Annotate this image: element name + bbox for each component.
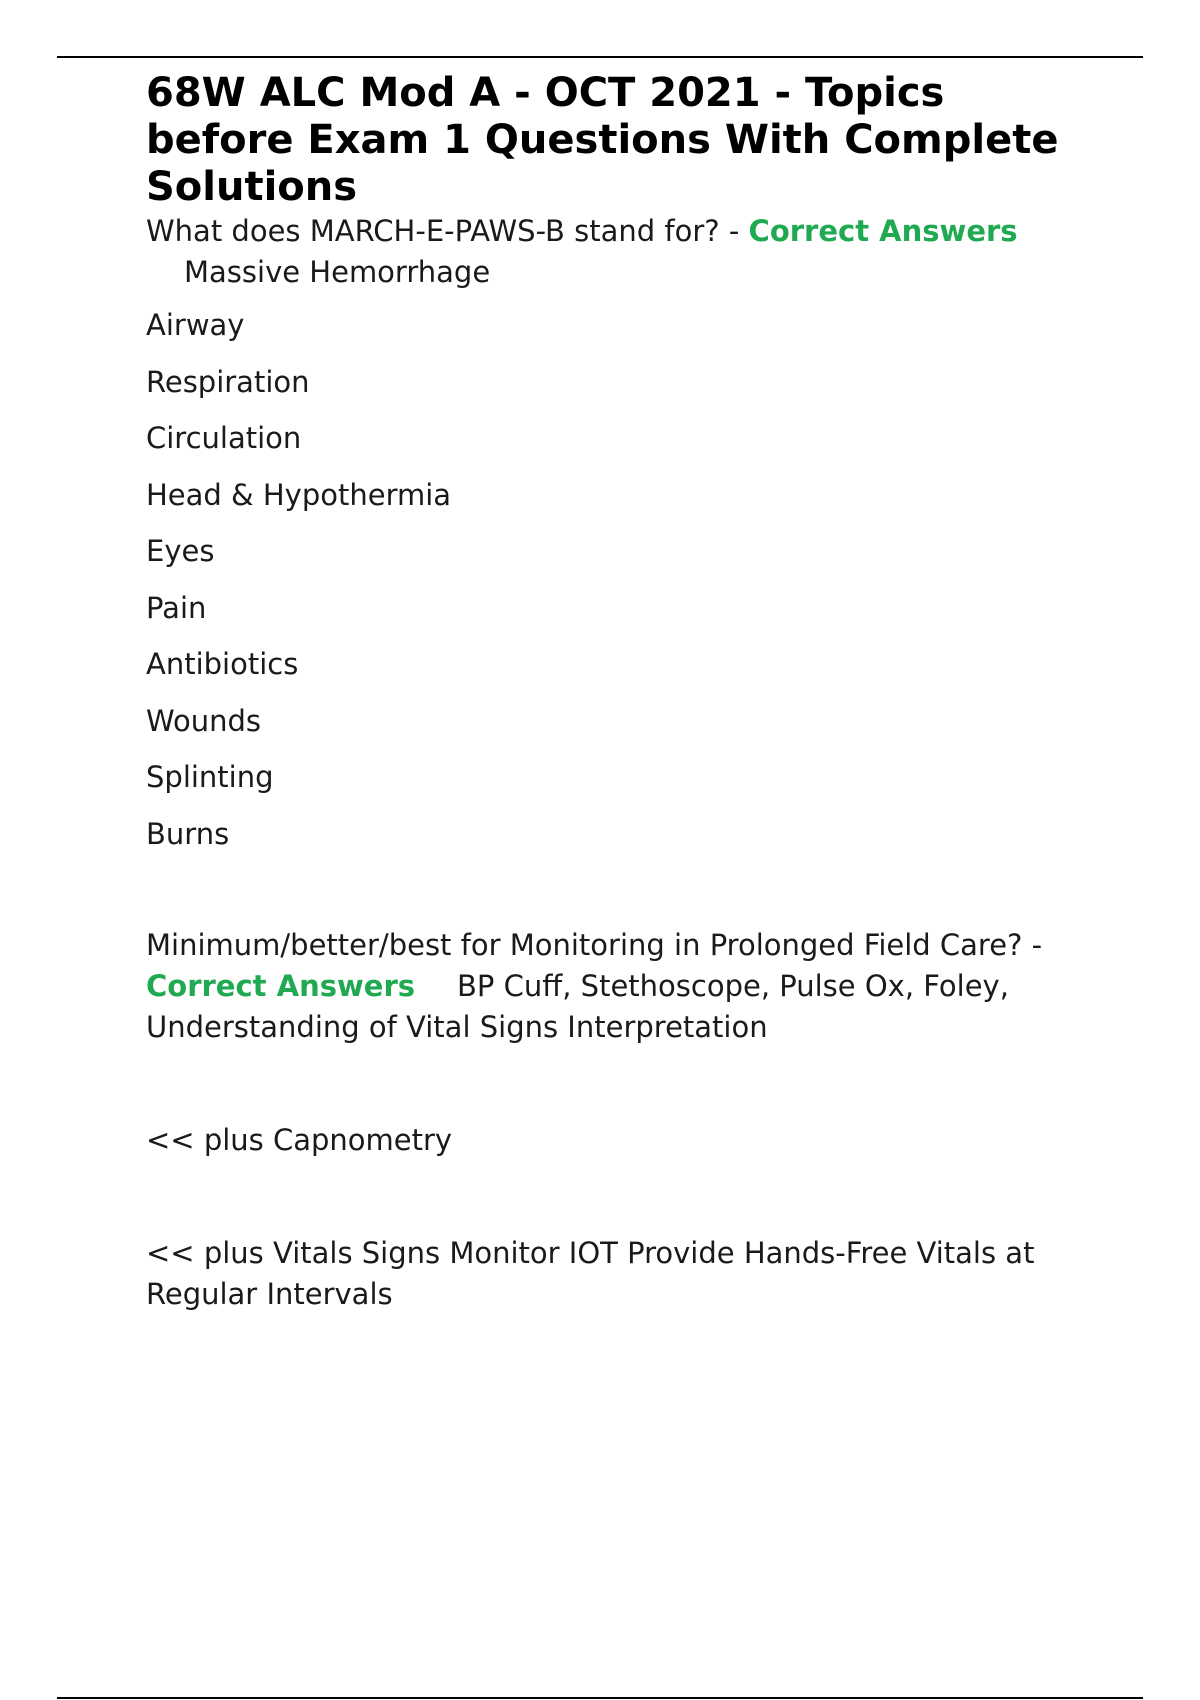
- answer-item: Eyes: [146, 534, 215, 568]
- question-block-1: [146, 211, 1086, 855]
- answer-item: Wounds: [146, 703, 261, 738]
- document-title: 68W ALC Mod A - OCT 2021 - Topics before Exam 1 Questions With Complete Solutions: [146, 70, 1059, 210]
- answer-item: Head & Hypothermia: [146, 477, 452, 512]
- document-content: [146, 70, 1086, 1315]
- answer-item: Pain: [146, 590, 207, 625]
- plus-vitals-monitor: << plus Vitals Signs Monitor IOT Provide Hands-Free Vitals at Regular Intervals: [146, 1235, 1035, 1311]
- question-2-answer: BP Cuff, Stethoscope, Pulse Ox, Foley, Understanding of Vital Signs Interpretation: [146, 968, 1009, 1044]
- answer-item: Airway: [146, 308, 245, 342]
- correct-answers-tag: Correct Answers: [146, 968, 416, 1003]
- answer-item: Splinting: [146, 760, 274, 794]
- answer-item: Burns: [146, 816, 230, 851]
- answer-item: Respiration: [146, 364, 310, 399]
- answer-massive-hemorrhage: Massive Hemorrhage: [184, 255, 491, 289]
- answer-item: Circulation: [146, 421, 302, 455]
- plus-capnometry: << plus Capnometry: [146, 1122, 453, 1157]
- top-rule: [57, 56, 1143, 58]
- correct-answers-tag: Correct Answers: [748, 214, 1018, 248]
- question-block-2: [146, 925, 1086, 1315]
- answer-item: Antibiotics: [146, 647, 299, 681]
- question-2-text: Minimum/better/best for Monitoring in Prolonged Field Care? -: [146, 927, 1043, 962]
- bottom-rule: [57, 1697, 1143, 1699]
- question-1: [146, 211, 1086, 293]
- question-1-text: What does MARCH-E-PAWS-B stand for? -: [146, 214, 749, 248]
- question-2: [146, 925, 1086, 1048]
- answer-list: [146, 305, 1086, 855]
